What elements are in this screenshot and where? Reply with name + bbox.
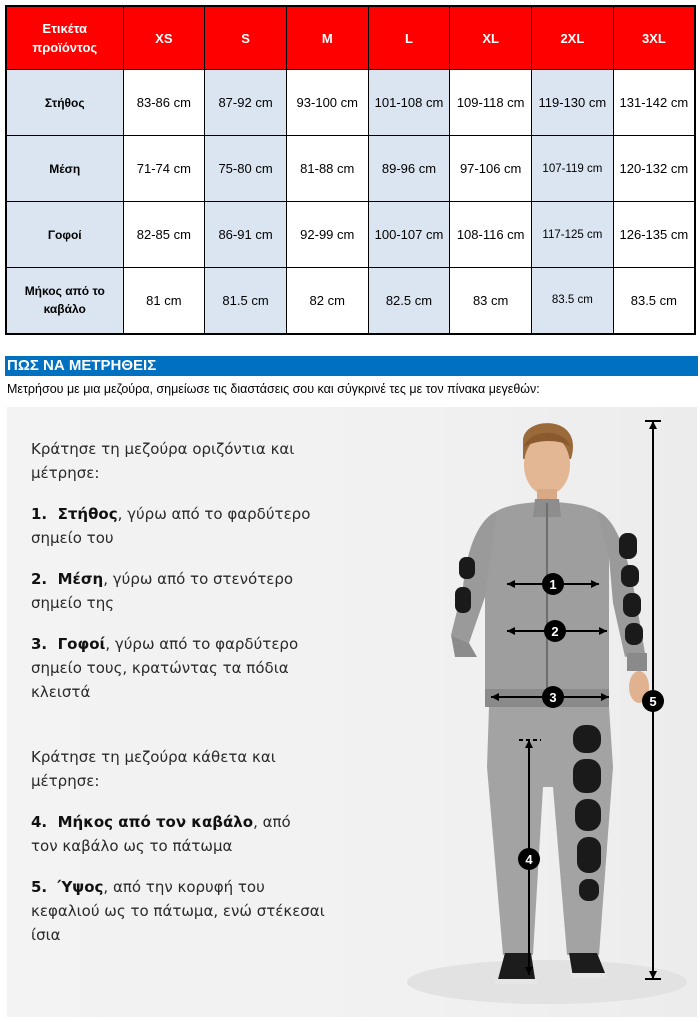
size-header-row bbox=[6, 6, 695, 70]
table-cell: 107-119 cm bbox=[532, 136, 614, 202]
instruction-item-chest: 1. Στήθος, γύρω από το φαρδύτερο σημείο του bbox=[31, 505, 311, 547]
measure-instructions-panel bbox=[7, 407, 697, 1017]
table-cell: 83.5 cm bbox=[613, 268, 695, 334]
table-cell: 117-125 cm bbox=[532, 202, 614, 268]
size-header-xl: XL bbox=[450, 6, 532, 70]
vertical-intro: Κράτησε τη μεζούρα κάθετα και μέτρησε: bbox=[31, 748, 276, 790]
how-to-measure-intro: Μετρήσου με μια μεζούρα, σημείωσε τις διαστάσεις σου και σύγκρινέ τες με τον πίνακα μεγεθών: bbox=[7, 382, 540, 396]
size-header-m: M bbox=[286, 6, 368, 70]
row-label-waist: Μέση bbox=[6, 136, 123, 202]
table-cell: 82 cm bbox=[286, 268, 368, 334]
table-cell: 82.5 cm bbox=[368, 268, 450, 334]
table-cell: 93-100 cm bbox=[286, 70, 368, 136]
how-to-measure-title: ΠΩΣ ΝΑ ΜΕΤΡΗΘΕΙΣ bbox=[5, 356, 698, 376]
instruction-item-inseam: 4. Μήκος από τον καβάλο, από τον καβάλο ως το πάτωμα bbox=[31, 813, 291, 855]
svg-text:1: 1 bbox=[549, 577, 557, 592]
table-cell: 86-91 cm bbox=[205, 202, 287, 268]
svg-text:2: 2 bbox=[551, 624, 559, 639]
marker-3 bbox=[542, 686, 564, 708]
marker-5 bbox=[642, 690, 664, 712]
table-cell: 119-130 cm bbox=[532, 70, 614, 136]
table-row bbox=[6, 136, 695, 202]
table-cell: 97-106 cm bbox=[450, 136, 532, 202]
table-cell: 100-107 cm bbox=[368, 202, 450, 268]
model-jacket bbox=[451, 499, 649, 707]
instructions-text bbox=[31, 437, 349, 947]
model-head bbox=[523, 423, 573, 503]
instruction-item-hips: 3. Γοφοί, γύρω από το φαρδύτερο σημείο τους, κρατώντας τα πόδια κλειστά bbox=[31, 635, 299, 701]
marker-2 bbox=[544, 620, 566, 642]
table-row bbox=[6, 268, 695, 334]
svg-text:3: 3 bbox=[549, 690, 557, 705]
row-label-hips: Γοφοί bbox=[6, 202, 123, 268]
instruction-item-waist: 2. Μέση, γύρω από το στενότερο σημείο της bbox=[31, 570, 294, 612]
table-cell: 89-96 cm bbox=[368, 136, 450, 202]
table-cell: 81 cm bbox=[123, 268, 205, 334]
size-header-l: L bbox=[368, 6, 450, 70]
table-cell: 92-99 cm bbox=[286, 202, 368, 268]
table-cell: 101-108 cm bbox=[368, 70, 450, 136]
table-cell: 131-142 cm bbox=[613, 70, 695, 136]
table-cell: 71-74 cm bbox=[123, 136, 205, 202]
marker-4 bbox=[518, 848, 540, 870]
table-cell: 87-92 cm bbox=[205, 70, 287, 136]
row-label-inseam: Μήκος από το καβάλο bbox=[6, 268, 123, 334]
size-header-3xl: 3XL bbox=[613, 6, 695, 70]
product-label-header: Ετικέτα προϊόντος bbox=[6, 6, 123, 70]
size-chart-table bbox=[5, 5, 696, 335]
model-pants bbox=[487, 707, 613, 955]
row-label-chest: Στήθος bbox=[6, 70, 123, 136]
table-cell: 82-85 cm bbox=[123, 202, 205, 268]
svg-text:4: 4 bbox=[525, 852, 533, 867]
horizontal-intro: Κράτησε τη μεζούρα οριζόντια και μέτρησε: bbox=[31, 440, 295, 482]
table-cell: 109-118 cm bbox=[450, 70, 532, 136]
table-row bbox=[6, 202, 695, 268]
table-cell: 120-132 cm bbox=[613, 136, 695, 202]
table-cell: 83 cm bbox=[450, 268, 532, 334]
table-cell: 83-86 cm bbox=[123, 70, 205, 136]
table-cell: 108-116 cm bbox=[450, 202, 532, 268]
svg-text:5: 5 bbox=[649, 694, 657, 709]
size-header-s: S bbox=[205, 6, 287, 70]
table-cell: 83.5 cm bbox=[532, 268, 614, 334]
floor-shadow bbox=[407, 960, 687, 1004]
model-measurement-figure bbox=[347, 407, 697, 1017]
size-header-xs: XS bbox=[123, 6, 205, 70]
table-cell: 81-88 cm bbox=[286, 136, 368, 202]
table-cell: 81.5 cm bbox=[205, 268, 287, 334]
marker-1 bbox=[542, 573, 564, 595]
size-header-2xl: 2XL bbox=[532, 6, 614, 70]
table-cell: 126-135 cm bbox=[613, 202, 695, 268]
instruction-item-height: 5. Ύψος, από την κορυφή του κεφαλιού ως το πάτωμα, ενώ στέκεσαι ίσια bbox=[31, 878, 325, 944]
table-cell: 75-80 cm bbox=[205, 136, 287, 202]
table-row bbox=[6, 70, 695, 136]
